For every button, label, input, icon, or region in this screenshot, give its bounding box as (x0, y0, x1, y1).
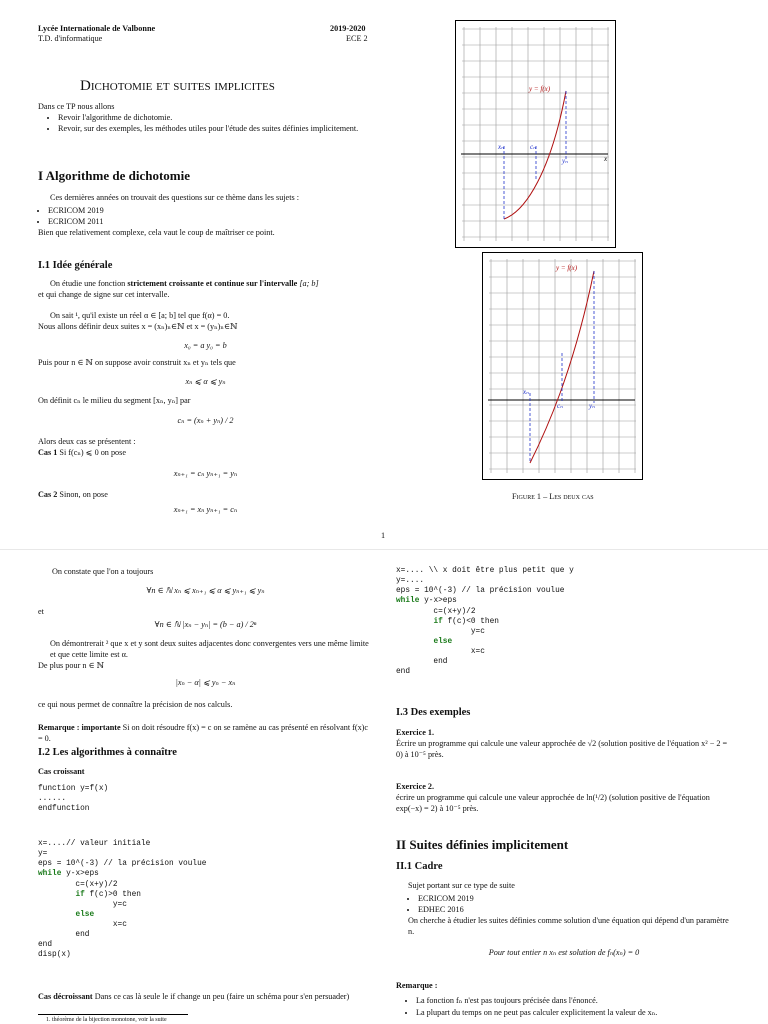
code-line: end (38, 941, 53, 950)
intro (38, 101, 368, 134)
case-decreasing-label: Cas décroissant (38, 992, 93, 1001)
code-function (38, 784, 108, 814)
s2-text-2: On cherche à étudier les suites définies comme solution d'une équation qui dépend d'un paramètre n. (408, 916, 729, 937)
exercise-1-label: Exercice 1. (396, 728, 435, 737)
idea-p4: Puis pour n ∈ ℕ on suppose avoir construit xₙ et yₙ tels que (38, 358, 236, 368)
case-increasing-label: Cas croissant (38, 767, 85, 776)
remark-label: Remarque : importante (38, 722, 121, 732)
code-keyword: if (75, 890, 85, 899)
equation-gap: ∀n ∈ ℕ |xₙ − yₙ| = (b − a) / 2ⁿ (154, 620, 257, 630)
code-line: eps = 10^(-3) // la précision voulue (396, 587, 565, 596)
case2-text: Sinon, on pose (57, 489, 108, 499)
s2-remark-item: • La fonction fₙ n'est pas toujours précisée dans l'énoncé. (416, 995, 732, 1006)
code-line: function y=f(x) (38, 785, 109, 793)
curve-label: y = f(x) (556, 264, 578, 272)
code-line: ...... (38, 795, 67, 804)
page-title: Dichotomie et suites implicites (80, 78, 275, 94)
code-decreasing (396, 566, 574, 677)
intro-item: • Revoir, sur des exemples, les méthodes utiles pour l'étude des suites définies implicitement. (58, 123, 368, 134)
s2-item: • ECRICOM 2019 (418, 893, 732, 904)
idea-p6: Alors deux cas se présentent : (38, 436, 136, 446)
code-keyword: else (75, 910, 95, 919)
code-keyword: while (396, 597, 420, 606)
page-divider (0, 549, 768, 550)
code-keyword: else (433, 637, 453, 646)
xn-label: xₙ (523, 388, 529, 396)
idea-p5: On définit cₙ le milieu du segment [xₙ, yₙ] par (38, 396, 191, 406)
case-decreasing (38, 991, 373, 1002)
figure-bottom-plot (483, 253, 642, 479)
curve (530, 271, 594, 463)
code-line: eps = 10^(-3) // la précision voulue (38, 860, 207, 869)
header-class: ECE 2 (346, 34, 368, 43)
code-line: y=c (38, 900, 127, 909)
exercise-1 (396, 727, 732, 760)
exercise-2 (396, 781, 732, 814)
equation-case2: xₙ₊₁ = xₙ yₙ₊₁ = cₙ (173, 504, 238, 514)
section-1-after: Bien que relativement complexe, cela vaut le coup de maîtriser ce point. (38, 228, 275, 238)
header-year: 2019-2020 (330, 24, 366, 33)
code-line: end (396, 658, 448, 667)
subsection-1-1-body (38, 278, 373, 515)
code-line: if f(c)>0 then (75, 890, 141, 899)
code-line (38, 910, 206, 920)
equation-init: x₀ = a y₀ = b (184, 341, 227, 351)
page2-left (38, 566, 373, 744)
axis-x-label: x (604, 155, 608, 163)
figure-caption: Figure 1 – Les deux cas (512, 492, 594, 501)
section-1-item: • ECRICOM 2011 (48, 216, 368, 227)
p2-text-1: On constate que l'on a toujours (52, 567, 154, 576)
idea-text-2: et qui change de signe sur cet intervalle. (38, 290, 170, 300)
curve-label: y = f(x) (529, 85, 551, 93)
code-line: if f(c)<0 then (433, 617, 499, 626)
exercise-2-label: Exercice 2. (396, 782, 435, 791)
p2-et: et (38, 607, 44, 617)
s2-item: • EDHEC 2016 (418, 904, 732, 915)
yn-label: yₙ (589, 402, 595, 410)
case-decreasing-text: Dans ce cas là seule le if change un peu (faire un schéma pour s'en persuader) (92, 992, 350, 1001)
s2-remark-item: • La plupart du temps on ne peut pas calculer explicitement la valeur de xₙ. (416, 1007, 732, 1018)
code-line: while y-x>eps (396, 597, 457, 606)
idea-p2: On sait ¹, qu'il existe un réel α ∈ [a; b] tel que f(α) = 0. (50, 311, 230, 321)
code-line: c=(x+y)/2 (38, 880, 118, 889)
s2-text-1: Sujet portant sur ce type de suite (408, 881, 515, 890)
code-line: x=.... \\ x doit être plus petit que y (396, 567, 574, 575)
p2-text-3: De plus pour n ∈ ℕ (38, 661, 105, 671)
figure-top (455, 20, 616, 248)
code-line: y=.... (396, 577, 425, 586)
code-line: c=(x+y)/2 (396, 607, 476, 616)
code-line: end (396, 668, 411, 677)
case2-label: Cas 2 (38, 489, 58, 499)
section-1-text: Ces dernières années on trouvait des questions sur ce thème dans les sujets : (50, 193, 299, 202)
p2-text-4: ce qui nous permet de connaître la précision de nos calculs. (38, 699, 233, 709)
code-keyword: while (38, 870, 62, 879)
subsection-2-1-title: II.1 Cadre (396, 861, 443, 872)
equation-midpoint: cₙ = (xₙ + yₙ) / 2 (177, 415, 234, 425)
code-line: x=....// valeur initiale (38, 840, 151, 848)
curve (504, 91, 566, 219)
code-keyword: if (433, 617, 443, 626)
header-course: T.D. d'informatique (38, 34, 103, 43)
equation-error: |xₙ − α| ⩽ yₙ − xₙ (175, 678, 236, 688)
code-line: x=c (38, 921, 127, 929)
p2-text-2: On démontrerait ² que x et y sont deux suites adjacentes donc convergentes vers une même limite et que cette limite est α. (50, 639, 369, 660)
idea-text: On étudie une fonction (50, 279, 128, 288)
section-2-body (396, 880, 732, 1018)
yn-label: yₙ (562, 157, 568, 165)
subsection-1-2-title: I.2 Les algorithmes à connaître (38, 747, 177, 758)
subsection-1-3-title: I.3 Des exemples (396, 707, 471, 718)
cn-label: cₙ (530, 143, 536, 151)
page-number: 1 (381, 531, 386, 540)
figure-top-plot (456, 21, 615, 247)
figure-bottom (482, 252, 643, 480)
code-increasing (38, 839, 206, 961)
xn-label: xₙ (498, 143, 504, 151)
code-line (396, 637, 574, 647)
idea-bold: strictement croissante et continue sur l'intervalle (127, 279, 298, 288)
section-1-body (38, 192, 368, 238)
code-line: endfunction (38, 805, 90, 814)
idea-interval: [a; b] (297, 279, 319, 288)
section-1-title: I Algorithme de dichotomie (38, 168, 191, 183)
exercise-1-text: Écrire un programme qui calcule une valeur approchée de √2 (solution positive de l'équation x² − 2 = 0) à 10⁻⁵ près. (396, 739, 728, 760)
equation-monotone: ∀n ∈ ℕ xₙ ⩽ xₙ₊₁ ⩽ α ⩽ yₙ₊₁ ⩽ yₙ (146, 586, 265, 596)
equation-bound: xₙ ⩽ α ⩽ yₙ (185, 377, 226, 387)
code-line: disp(x) (38, 951, 71, 960)
code-line: y= (38, 850, 48, 859)
footnote: 1. théorème de la bijection monotone, voir la suite (46, 1017, 167, 1023)
equation-implicit: Pour tout entier n xₙ est solution de fₙ(xₙ) = 0 (488, 948, 640, 958)
equation-case1: xₙ₊₁ = cₙ yₙ₊₁ = yₙ (173, 468, 238, 478)
code-line: end (38, 931, 90, 940)
cn-label: cₙ (557, 402, 563, 410)
header-school: Lycée Internationale de Valbonne (38, 24, 156, 33)
intro-lead: Dans ce TP nous allons (38, 102, 115, 111)
intro-item: • Revoir l'algorithme de dichotomie. (58, 112, 368, 123)
code-line: while y-x>eps (38, 870, 99, 879)
remark-text: Si on doit résoudre f(x) = c on se ramène au cas présenté en résolvant f(x)c = 0. (38, 722, 369, 743)
s2-remark-label: Remarque : (396, 981, 438, 991)
section-2-title: II Suites définies implicitement (396, 837, 569, 852)
subsection-1-1-title: I.1 Idée générale (38, 260, 113, 271)
code-line: y=c (396, 627, 485, 636)
section-1-item: • ECRICOM 2019 (48, 205, 368, 216)
case1-label: Cas 1 (38, 447, 58, 457)
footnote-rule (38, 1014, 188, 1015)
idea-p3: Nous allons définir deux suites x = (xₙ)ₙ∈ℕ et x = (yₙ)ₙ∈ℕ (38, 322, 238, 332)
exercise-2-text: écrire un programme qui calcule une valeur approchée de ln(¹/2) (solution positive de l'équation exp(−x) = 2) à 10⁻⁵ près. (396, 793, 710, 814)
code-line: x=c (396, 648, 485, 656)
case1-text: Si f(cₙ) ⩽ 0 on pose (57, 447, 126, 457)
